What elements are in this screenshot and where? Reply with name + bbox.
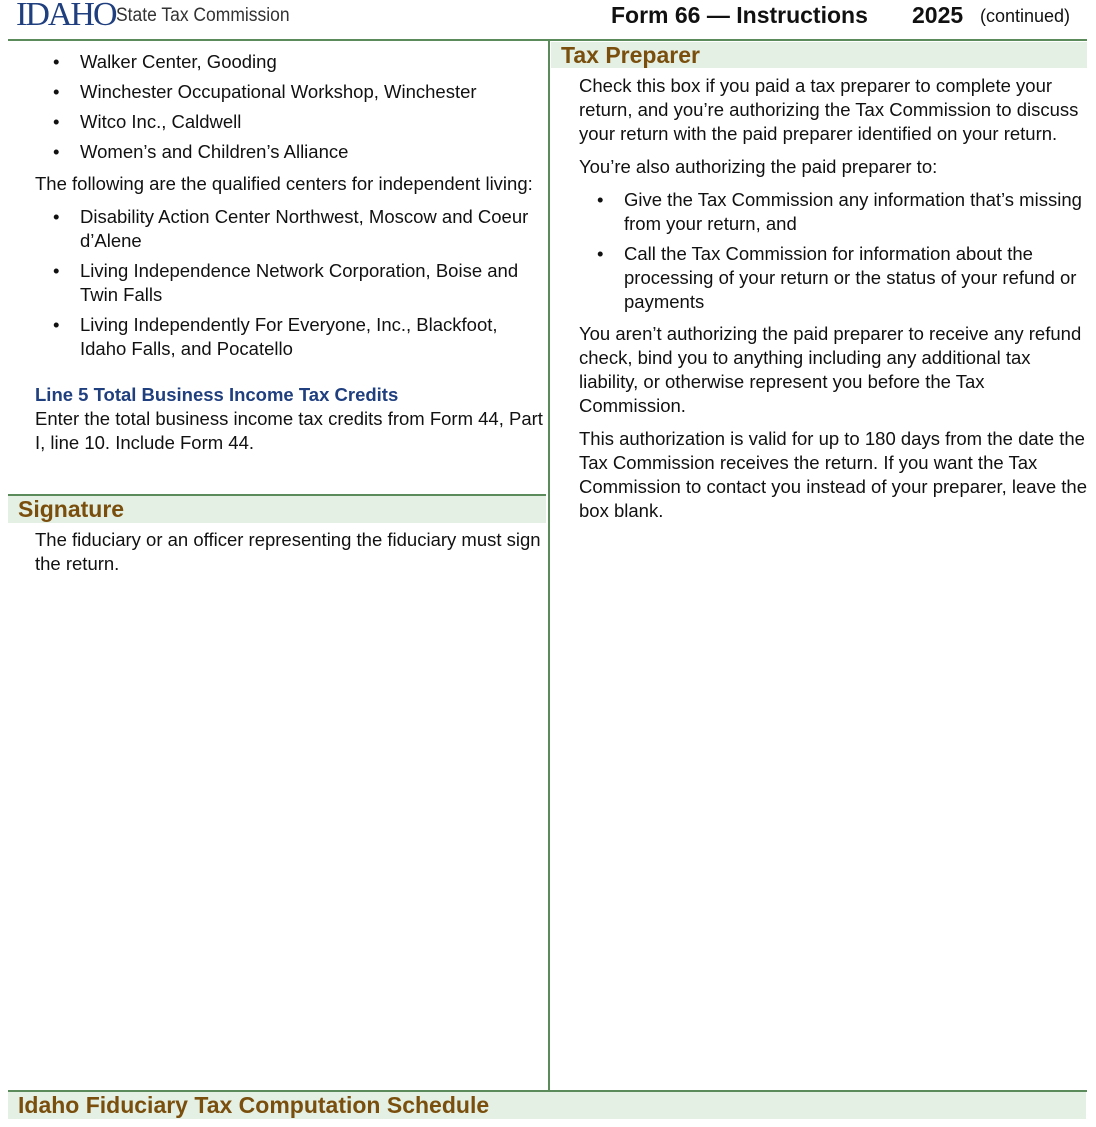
continued-label: (continued) xyxy=(980,6,1071,26)
line5-text: Enter the total business income tax credits from Form 44, Part I, line 10. Include Form 44. xyxy=(35,408,543,453)
list-item: • Walker Center, Gooding xyxy=(53,51,277,72)
independent-living-list xyxy=(35,205,543,361)
form-year: 2025 xyxy=(912,2,964,28)
page-header xyxy=(0,0,1096,40)
left-column xyxy=(35,50,543,464)
list-item: • Give the Tax Commission any information that’s missing from your return, and xyxy=(597,189,1082,234)
list-item: • Call the Tax Commission for information about the processing of your return or the status of your refund or payments xyxy=(597,243,1077,312)
independent-living-intro: The following are the qualified centers for independent living: xyxy=(35,173,533,194)
signature-text: The fiduciary or an officer representing the fiduciary must sign the return. xyxy=(35,529,541,574)
list-item: • Women’s and Children’s Alliance xyxy=(53,141,349,162)
right-column xyxy=(579,74,1089,532)
list-item: • Living Independence Network Corporation, Boise and Twin Falls xyxy=(53,260,519,305)
list-item: • Living Independently For Everyone, Inc., Blackfoot, Idaho Falls, and Pocatello xyxy=(53,314,498,359)
agency-name: State Tax Commission xyxy=(116,5,290,26)
line5-heading: Line 5 Total Business Income Tax Credits xyxy=(35,384,399,405)
tax-preparer-heading: Tax Preparer xyxy=(551,42,1087,68)
idaho-logo: IDAHO xyxy=(16,0,116,33)
list-item: • Witco Inc., Caldwell xyxy=(53,111,242,132)
tax-preparer-p2: You’re also authorizing the paid preparer to: xyxy=(579,156,938,177)
rehab-centers-list xyxy=(35,50,543,164)
tax-preparer-p4: This authorization is valid for up to 180 days from the date the Tax Commission receives the return. If you want the Tax Commission to contact you instead of your preparer, leave the box blank. xyxy=(579,428,1087,521)
list-item: • Disability Action Center Northwest, Moscow and Coeur d’Alene xyxy=(53,206,529,251)
list-item: • Winchester Occupational Workshop, Winchester xyxy=(53,81,477,102)
tax-preparer-p3: You aren’t authorizing the paid preparer to receive any refund check, bind you to anything including any additional tax liability, or otherwise represent you before the Tax Commission. xyxy=(579,323,1082,416)
preparer-authorization-list xyxy=(579,188,1089,314)
signature-heading: Signature xyxy=(8,494,546,523)
computation-schedule-heading: Idaho Fiduciary Tax Computation Schedule xyxy=(8,1092,1086,1119)
form-title: Form 66 — Instructions xyxy=(611,2,868,28)
column-divider xyxy=(548,40,550,1090)
tax-preparer-p1: Check this box if you paid a tax preparer to complete your return, and you’re authorizing the Tax Commission to discuss your return with the paid preparer identified on your return. xyxy=(579,75,1079,144)
